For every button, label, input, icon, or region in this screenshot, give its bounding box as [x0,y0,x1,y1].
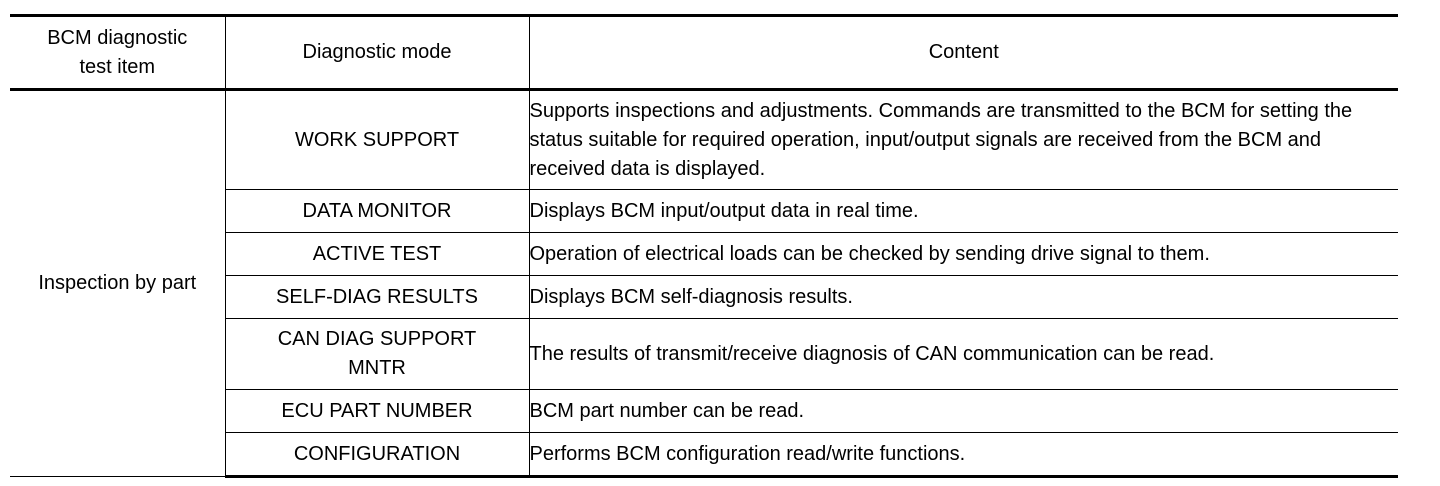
content-cell: Supports inspections and adjustments. Commands are transmitted to the BCM for setting the status suitable for required operation, input/output signals are received from the BCM and received data is displayed. [529,90,1398,190]
header-diagnostic-mode: Diagnostic mode [225,16,529,90]
header-content: Content [529,16,1398,90]
mode-cell: DATA MONITOR [225,190,529,233]
test-item-cell: Inspection by part [10,90,225,477]
mode-cell-line2: MNTR [348,357,406,379]
mode-cell-line1: CAN DIAG SUPPORT [277,328,477,350]
mode-cell: ECU PART NUMBER [225,390,529,433]
mode-cell: CONFIGURATION [225,433,529,477]
bcm-diagnostic-table [10,14,1398,478]
header-test-item [10,16,225,90]
content-cell: Displays BCM input/output data in real time. [529,190,1398,233]
table-row [10,90,1398,190]
content-cell: BCM part number can be read. [529,390,1398,433]
mode-cell: SELF-DIAG RESULTS [225,276,529,319]
header-test-item-line1: BCM diagnostic [47,26,188,49]
table-header-row [10,16,1398,90]
content-cell: Displays BCM self-diagnosis results. [529,276,1398,319]
content-cell: The results of transmit/receive diagnosis of CAN communication can be read. [529,319,1398,390]
mode-cell: ACTIVE TEST [225,233,529,276]
content-cell: Operation of electrical loads can be checked by sending drive signal to them. [529,233,1398,276]
mode-cell [225,319,529,390]
header-test-item-line2: test item [79,55,156,78]
content-cell: Performs BCM configuration read/write functions. [529,433,1398,477]
mode-cell: WORK SUPPORT [225,90,529,190]
